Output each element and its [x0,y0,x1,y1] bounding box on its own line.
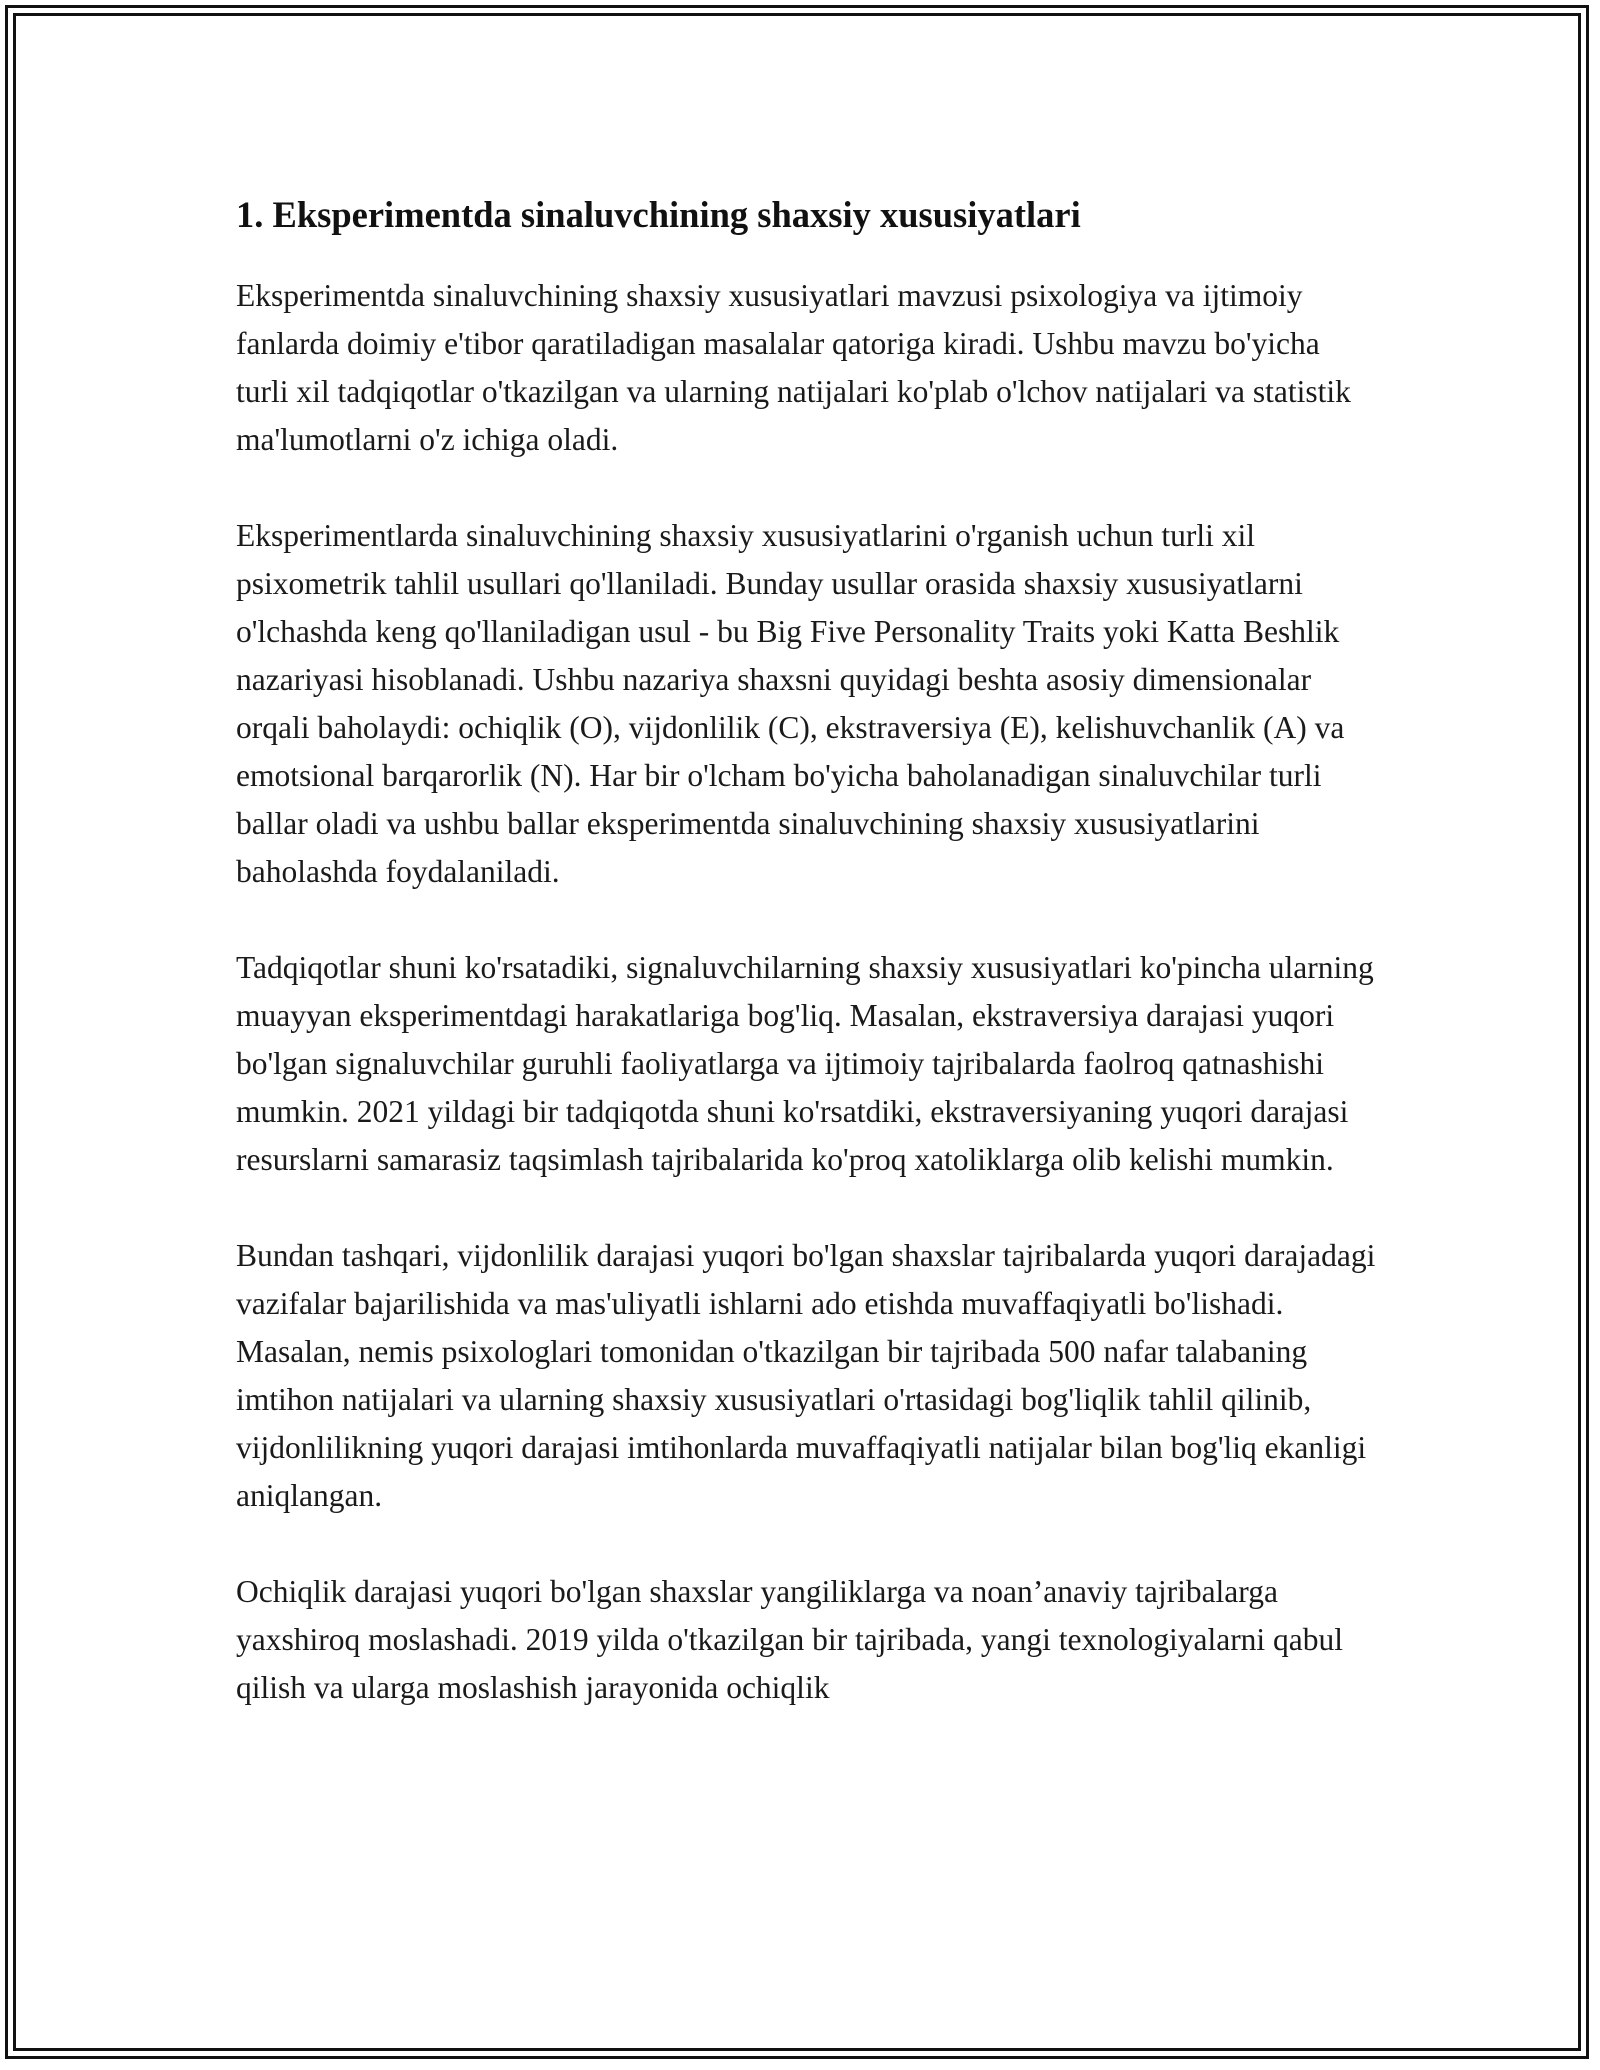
document-body [236,188,1376,1760]
paragraph-3: Tadqiqotlar shuni ko'rsatadiki, signaluvchilarning shaxsiy xususiyatlari ko'pincha ularning muayyan eksperimentdagi harakatlariga bog'liq. Masalan, ekstraversiya darajasi yuqori bo'lgan signaluvchilar guruhli faoliyatlarga va ijtimoiy tajribalarda faolroq qatnashishi mumkin. 2021 yildagi bir tadqiqotda shuni ko'rsatdiki, ekstraversiyaning yuqori darajasi resurslarni samarasiz taqsimlash tajribalarida ko'proq xatoliklarga olib kelishi mumkin. [236,950,1374,1177]
paragraph-5: Ochiqlik darajasi yuqori bo'lgan shaxslar yangiliklarga va noan’anaviy tajribalarga yaxshiroq moslashadi. 2019 yilda o'tkazilgan bir tajribada, yangi texnologiyalarni qabul qilish va ularga moslashish jarayonida ochiqlik [236,1574,1344,1705]
paragraph-4: Bundan tashqari, vijdonlilik darajasi yuqori bo'lgan shaxslar tajribalarda yuqori darajadagi vazifalar bajarilishida va mas'uliyatli ishlarni ado etishda muvaffaqiyatli bo'lishadi. Masalan, nemis psixologlari tomonidan o'tkazilgan bir tajribada 500 nafar talabaning imtihon natijalari va ularning shaxsiy xususiyatlari o'rtasidagi bog'liqlik tahlil qilinib, vijdonlilikning yuqori darajasi imtihonlarda muvaffaqiyatli natijalar bilan bog'liq ekanligi aniqlangan. [236,1238,1376,1513]
section-heading: 1. Eksperimentda sinaluvchining shaxsiy xususiyatlari [236,194,1081,235]
paragraph-2: Eksperimentlarda sinaluvchining shaxsiy xususiyatlarini o'rganish uchun turli xil psixometrik tahlil usullari qo'llaniladi. Bunday usullar orasida shaxsiy xususiyatlarni o'lchashda keng qo'llaniladigan usul - bu Big Five Personality Traits yoki Katta Beshlik nazariyasi hisoblanadi. Ushbu nazariya shaxsni quyidagi beshta asosiy dimensionalar orqali baholaydi: ochiqlik (O), vijdonlilik (C), ekstraversiya (E), kelishuvchanlik (A) va emotsional barqarorlik (N). Har bir o'lcham bo'yicha baholanadigan sinaluvchilar turli ballar oladi va ushbu ballar eksperimentda sinaluvchining shaxsiy xususiyatlarini baholashda foydalaniladi. [236,518,1345,889]
paragraph-1: Eksperimentda sinaluvchining shaxsiy xususiyatlari mavzusi psixologiya va ijtimoiy fanlarda doimiy e'tibor qaratiladigan masalalar qatoriga kiradi. Ushbu mavzu bo'yicha turli xil tadqiqotlar o'tkazilgan va ularning natijalari ko'plab o'lchov natijalari va statistik ma'lumotlarni o'z ichiga oladi. [236,278,1351,457]
